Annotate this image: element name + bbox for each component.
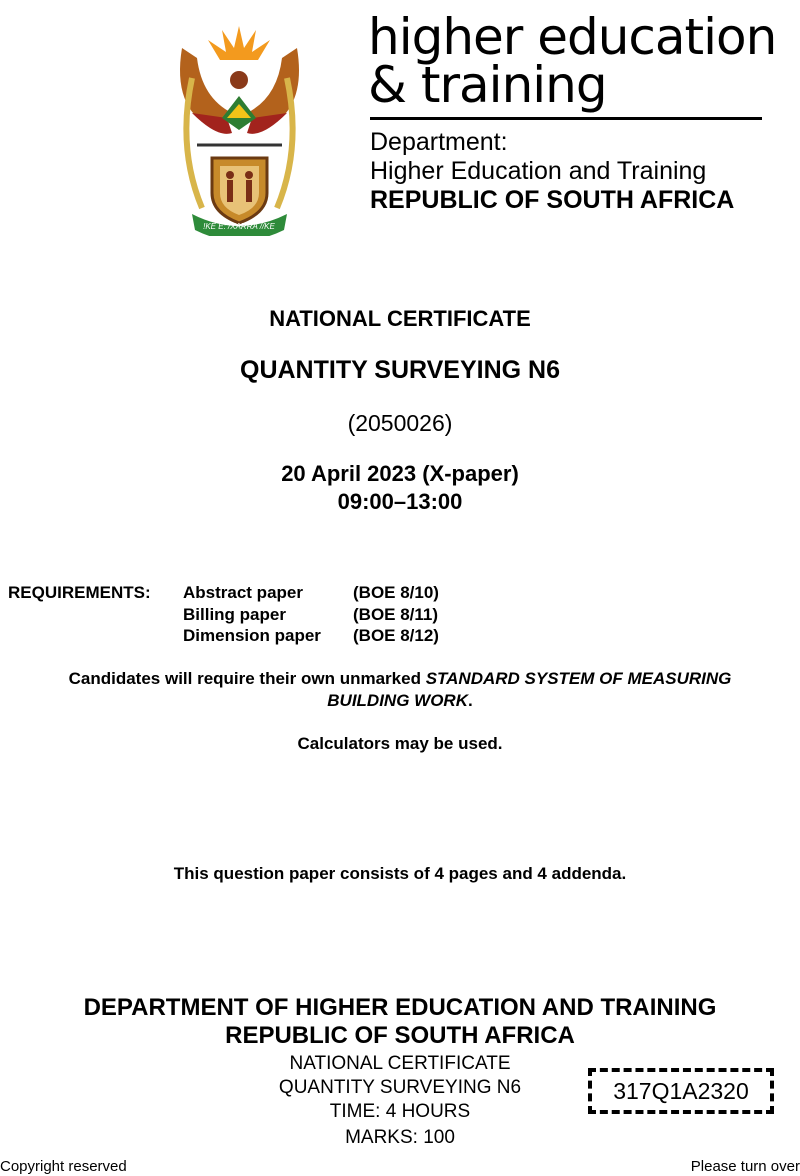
requirement-name: Billing paper	[183, 605, 286, 624]
issuer-subject: QUANTITY SURVEYING N6	[278, 1077, 522, 1098]
requirement-ref: (BOE 8/10)	[353, 583, 439, 602]
turn-over-note: Please turn over	[690, 1158, 800, 1175]
coat-of-arms-motto: !KE E: /XARRA //KE	[203, 222, 275, 231]
brand-divider	[370, 117, 762, 120]
subject-title: QUANTITY SURVEYING N6	[240, 356, 560, 384]
exam-time: 09:00–13:00	[337, 489, 463, 514]
requirement-ref: (BOE 8/12)	[353, 626, 439, 645]
coat-of-arms-logo	[172, 18, 307, 236]
subject-code: (2050026)	[347, 410, 453, 436]
department-name: Higher Education and Training	[370, 157, 707, 185]
paper-code-stamp: 317Q1A2320	[588, 1068, 774, 1114]
issuer-time: TIME: 4 HOURS	[329, 1101, 471, 1122]
candidates-note-text: Candidates will require their own unmarked	[68, 669, 426, 688]
standard-system-title: STANDARD SYSTEM OF MEASURING	[425, 669, 732, 688]
candidates-note-line2	[0, 691, 800, 711]
requirement-name: Dimension paper	[183, 626, 321, 645]
copyright-note: Copyright reserved	[0, 1158, 127, 1175]
certificate-title: NATIONAL CERTIFICATE	[269, 306, 531, 331]
candidates-note-end: .	[467, 691, 473, 710]
pages-note: This question paper consists of 4 pages and 4 addenda.	[173, 864, 627, 883]
issuer-certificate: NATIONAL CERTIFICATE	[289, 1053, 511, 1074]
exam-date: 20 April 2023 (X-paper)	[281, 461, 519, 486]
issuer-marks: MARKS: 100	[345, 1127, 455, 1148]
department-label: Department:	[370, 128, 508, 156]
requirement-name: Abstract paper	[183, 583, 303, 602]
requirement-ref: (BOE 8/11)	[353, 605, 439, 624]
issuer-line-2: REPUBLIC OF SOUTH AFRICA	[225, 1022, 575, 1049]
brand-line-2: & training	[368, 56, 607, 114]
country-name: REPUBLIC OF SOUTH AFRICA	[370, 186, 735, 214]
candidates-note-line1	[0, 669, 800, 689]
requirements-label: REQUIREMENTS:	[8, 583, 151, 602]
standard-system-title-cont: BUILDING WORK	[327, 691, 468, 710]
calculators-note: Calculators may be used.	[297, 734, 503, 753]
brand-line-1: higher education	[368, 8, 777, 66]
issuer-line-1: DEPARTMENT OF HIGHER EDUCATION AND TRAINING	[83, 994, 717, 1021]
